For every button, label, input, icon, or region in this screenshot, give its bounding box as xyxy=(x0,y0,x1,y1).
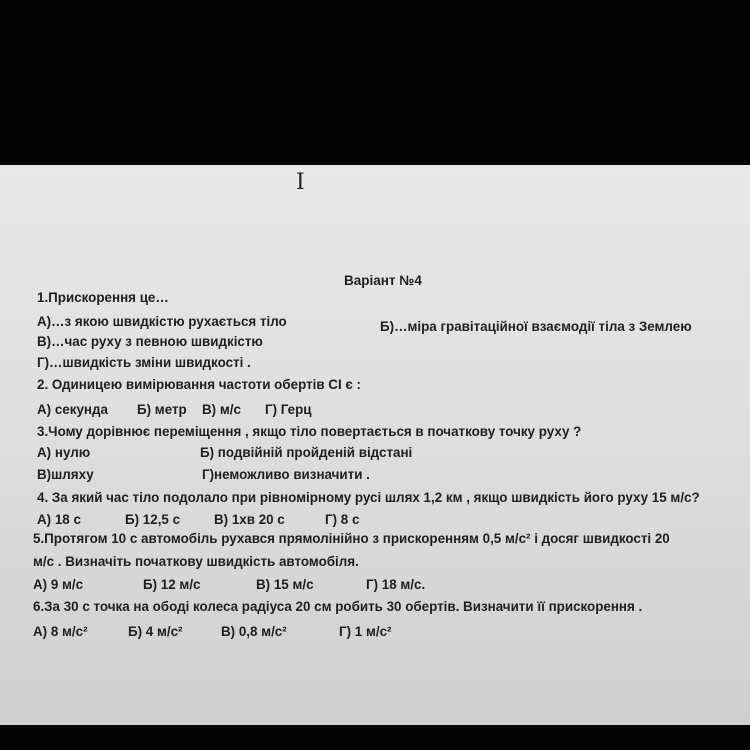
q3-option-a: А) нулю xyxy=(37,445,91,460)
q1-option-g: Г)…швидкість зміни швидкості . xyxy=(37,355,251,370)
q4-option-b: Б) 12,5 с xyxy=(125,512,181,527)
q2-option-b: Б) метр xyxy=(137,402,187,417)
q1-option-b: Б)…міра гравітаційної взаємодії тіла з Землею xyxy=(380,319,692,334)
q6-option-g: Г) 1 м/с² xyxy=(339,624,392,639)
q1-option-v: В)…час руху з певною швидкістю xyxy=(37,334,263,349)
q6-option-a: А) 8 м/с² xyxy=(33,624,88,639)
q5-option-a: А) 9 м/с xyxy=(33,577,84,592)
question-5-line-1: 5.Протягом 10 с автомобіль рухався прямолінійно з прискоренням 0,5 м/с² і досяг швидкості 20 xyxy=(33,531,670,546)
q5-option-b: Б) 12 м/с xyxy=(143,577,201,592)
q2-option-a: А) секунда xyxy=(37,402,108,417)
question-2: 2. Одиницею вимірювання частоти обертів СІ є : xyxy=(37,377,361,392)
q6-option-v: В) 0,8 м/с² xyxy=(221,624,287,639)
q2-option-g: Г) Герц xyxy=(265,402,312,417)
q3-option-b: Б) подвійній пройденій відстані xyxy=(200,445,413,460)
q4-option-a: А) 18 с xyxy=(37,512,81,527)
q4-option-g: Г) 8 с xyxy=(325,512,360,527)
q3-option-g: Г)неможливо визначити . xyxy=(202,467,370,482)
q5-option-g: Г) 18 м/с. xyxy=(366,577,426,592)
question-5-line-2: м/с . Визначіть початкову швидкість автомобіля. xyxy=(33,554,359,569)
q3-option-v: В)шляху xyxy=(37,467,94,482)
q6-option-b: Б) 4 м/с² xyxy=(128,624,183,639)
q5-option-v: В) 15 м/с xyxy=(256,577,314,592)
q4-option-v: В) 1хв 20 с xyxy=(214,512,285,527)
question-1: 1.Прискорення це… xyxy=(37,290,169,305)
text-cursor-icon: I xyxy=(296,170,305,195)
question-6: 6.За 30 с точка на ободі колеса радіуса 20 см робить 30 обертів. Визначити її прискорення . xyxy=(33,599,643,614)
q1-option-a: А)…з якою швидкістю рухається тіло xyxy=(37,314,287,329)
question-3: 3.Чому дорівнює переміщення , якщо тіло повертається в початкову точку руху ? xyxy=(37,424,582,439)
variant-title: Варіант №4 xyxy=(344,273,422,288)
q2-option-v: В) м/с xyxy=(202,402,241,417)
question-4: 4. За який час тіло подолало при рівномірному русі шлях 1,2 км , якщо швидкість його руху 15 м/с? xyxy=(37,490,700,505)
